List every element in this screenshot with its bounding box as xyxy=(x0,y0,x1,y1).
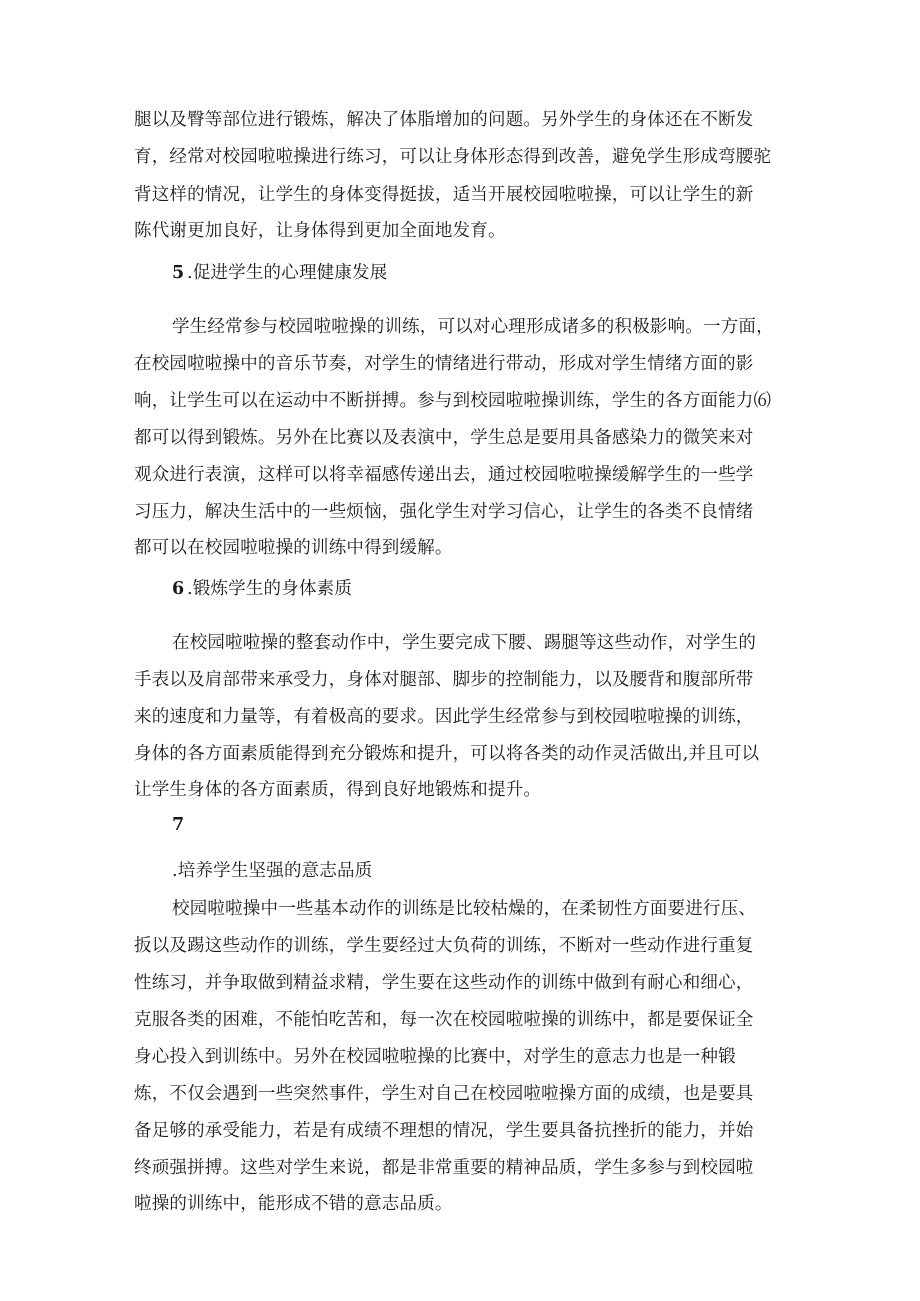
heading-number: 7 xyxy=(172,815,185,835)
paragraph-line: 在校园啦啦操的整套动作中，学生要完成下腰、踢腿等这些动作，对学生的 xyxy=(172,633,757,653)
paragraph-line: 腿以及臀等部位进行锻炼，解决了体脂增加的问题。另外学生的身体还在不断发 xyxy=(134,110,754,130)
paragraph-line: 陈代谢更加良好，让身体得到更加全面地发育。 xyxy=(134,221,506,241)
paragraph-line: 备足够的承受能力，若是有成绩不理想的情况，学生要具备抗挫折的能力，并始 xyxy=(134,1121,754,1141)
paragraph-line: 炼，不仅会遇到一些突然事件，学生对自己在校园啦啦操方面的成绩，也是要具 xyxy=(134,1084,754,1104)
paragraph-line: 来的速度和力量等，有着极高的要求。因此学生经常参与到校园啦啦操的训练， xyxy=(134,707,754,727)
heading-number: 6 xyxy=(172,579,185,599)
paragraph-line: 手表以及肩部带来承受力，身体对腿部、脚步的控制能力，以及腰背和腹部所带 xyxy=(134,670,754,690)
paragraph-line: 在校园啦啦操中的音乐节奏，对学生的情绪进行带动，形成对学生情绪方面的影 xyxy=(134,354,754,374)
paragraph-line: 响，让学生可以在运动中不断拼搏。参与到校园啦啦操训练，学生的各方面能力⑹ xyxy=(134,391,772,411)
heading-title: .促进学生的心理健康发展 xyxy=(187,263,388,283)
paragraph-line: 学生经常参与校园啦啦操的训练，可以对心理形成诸多的积极影响。一方面， xyxy=(172,317,774,337)
paragraph-line: 让学生身体的各方面素质，得到良好地锻炼和提升。 xyxy=(134,780,542,800)
paragraph-line: 身体的各方面素质能得到充分锻炼和提升，可以将各类的动作灵活做出,并且可以 xyxy=(134,744,760,764)
paragraph-line: 习压力，解决生活中的一些烦恼，强化学生对学习信心，让学生的各类不良情绪 xyxy=(134,502,754,522)
heading-title: .培养学生坚强的意志品质 xyxy=(172,861,373,881)
paragraph-line: 克服各类的困难，不能怕吃苦和，每一次在校园啦啦操的训练中，都是要保证全 xyxy=(134,1010,754,1030)
paragraph-line: 身心投入到训练中。另外在校园啦啦操的比赛中，对学生的意志力也是一种锻 xyxy=(134,1047,736,1067)
paragraph-line: 扳以及踢这些动作的训练，学生要经过大负荷的训练，不断对一些动作进行重复 xyxy=(134,936,754,956)
paragraph-line: 都可以得到锻炼。另外在比赛以及表演中，学生总是要用具备感染力的微笑来对 xyxy=(134,428,754,448)
heading-number: 5 xyxy=(172,263,185,283)
paragraph-line: 校园啦啦操中一些基本动作的训练是比较枯燥的，在柔韧性方面要进行压、 xyxy=(172,899,757,919)
heading-title: .锻炼学生的身体素质 xyxy=(187,579,353,599)
paragraph-line: 都可以在校园啦啦操的训练中得到缓解。 xyxy=(134,538,453,558)
paragraph-line: 观众进行表演，这样可以将幸福感传递出去，通过校园啦啦操缓解学生的一些学 xyxy=(134,465,754,485)
paragraph-line: 终顽强拼搏。这些对学生来说，都是非常重要的精神品质，学生多参与到校园啦 xyxy=(134,1158,754,1178)
paragraph-line: 背这样的情况，让学生的身体变得挺拔，适当开展校园啦啦操，可以让学生的新 xyxy=(134,185,754,205)
paragraph-line: 育，经常对校园啦啦操进行练习，可以让身体形态得到改善，避免学生形成弯腰驼 xyxy=(134,147,772,167)
paragraph-line: 啦操的训练中，能形成不错的意志品质。 xyxy=(134,1194,453,1214)
paragraph-line: 性练习，并争取做到精益求精，学生要在这些动作的训练中做到有耐心和细心， xyxy=(134,973,754,993)
